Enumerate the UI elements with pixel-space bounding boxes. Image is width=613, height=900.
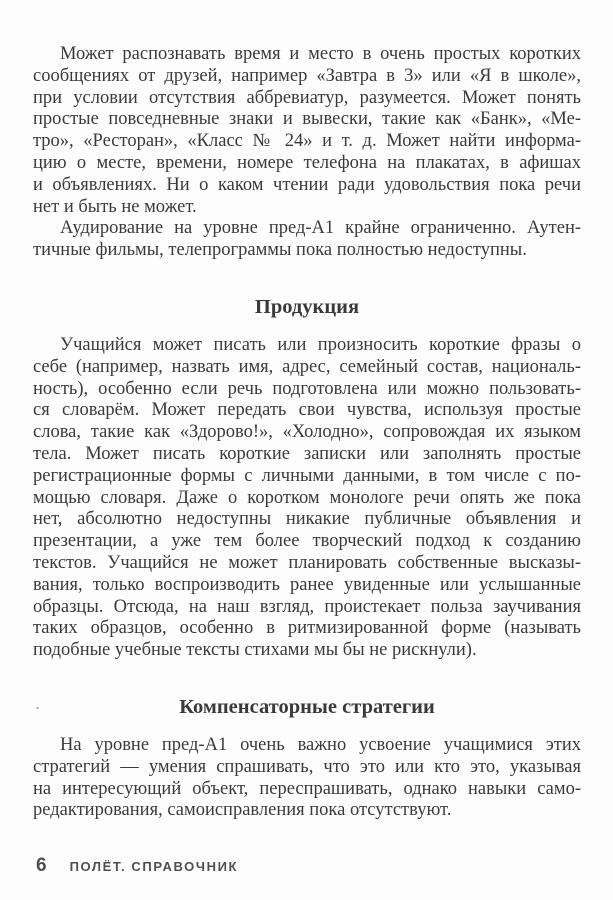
text-line: ся словарём. Может передать свои чувства, используя простые [33,400,581,421]
text-line: презентации, а уже тем более творческий подход к созданию [33,531,581,552]
paragraph [33,735,581,822]
text-line: регистрационные формы с личными данными, в том числе с по- [33,465,581,486]
text-line: на интересующий объект, переспрашивать, однако навыки само- [33,778,581,799]
scan-speck [36,707,39,709]
paragraph [33,335,581,662]
text-line: вания, только воспроизводить ранее увиденные или услышанные [33,574,581,595]
running-title: ПОЛЁТ. СПРАВОЧНИК [69,859,239,874]
section-heading: Продукция [254,295,360,318]
text-line: простые повседневные знаки и вывески, такие как «Банк», «Ме- [33,109,581,130]
text-line: Учащийся может писать или произносить короткие фразы о [60,334,581,355]
page-number: 6 [36,855,47,876]
text-line: стратегий — умения спрашивать, что это или кто это, указывая [33,756,581,777]
text-line: подобные учебные тексты стихами мы бы не рискнули). [33,640,477,661]
text-line: редактирования, самоисправления пока отсутствуют. [33,800,452,821]
paragraph [33,218,581,262]
text-line: и объявлениях. Ни о каком чтении ради удовольствия пока речи [33,174,581,195]
text-line: нет и быть не может. [33,196,197,217]
text-line: сообщениях от друзей, например «Завтра в 3» или «Я в школе», [33,65,581,86]
text-line: себе (например, назвать имя, адрес, семейный состав, националь- [33,356,581,377]
text-line: На уровне пред-А1 очень важно усвоение учащимися этих [60,734,581,755]
page-footer [36,855,238,877]
text-line: при условии отсутствия аббревиатур, разумеется. Может понять [33,87,581,108]
text-line: ность), особенно если речь подготовлена или можно пользовать- [33,378,581,399]
text-line: нет, абсолютно недоступны никакие публичные объявления и [33,509,581,530]
text-line: Может распознавать время и место в очень простых коротких [60,44,581,64]
text-line: текстов. Учащийся не может планировать собственные высказы- [33,552,581,573]
text-line: Аудирование на уровне пред-А1 крайне ограниченно. Аутен- [60,218,581,239]
text-line: слова, такие как «Здорово!», «Холодно», сопровождая их языком [33,422,581,443]
section-heading: Компенсаторные стратегии [179,695,435,718]
text-line: тро», «Ресторан», «Класс № 24» и т. д. Может найти информа- [33,131,581,152]
text-line: образцы. Отсюда, на наш взгляд, проистекает польза заучивания [33,596,581,617]
paragraph [33,44,581,218]
text-line: таких образцов, особенно в ритмизированной форме (называть [33,618,581,639]
text-line: цию о месте, времени, номере телефона на плакатах, в афишах [33,152,581,173]
text-line: тичные фильмы, телепрограммы пока полностью недоступны. [33,240,527,261]
page-content [33,44,581,822]
text-line: мощью словаря. Даже о коротком монологе речи опять же пока [33,487,581,508]
text-line: тела. Может писать короткие записки или заполнять простые [33,443,581,464]
